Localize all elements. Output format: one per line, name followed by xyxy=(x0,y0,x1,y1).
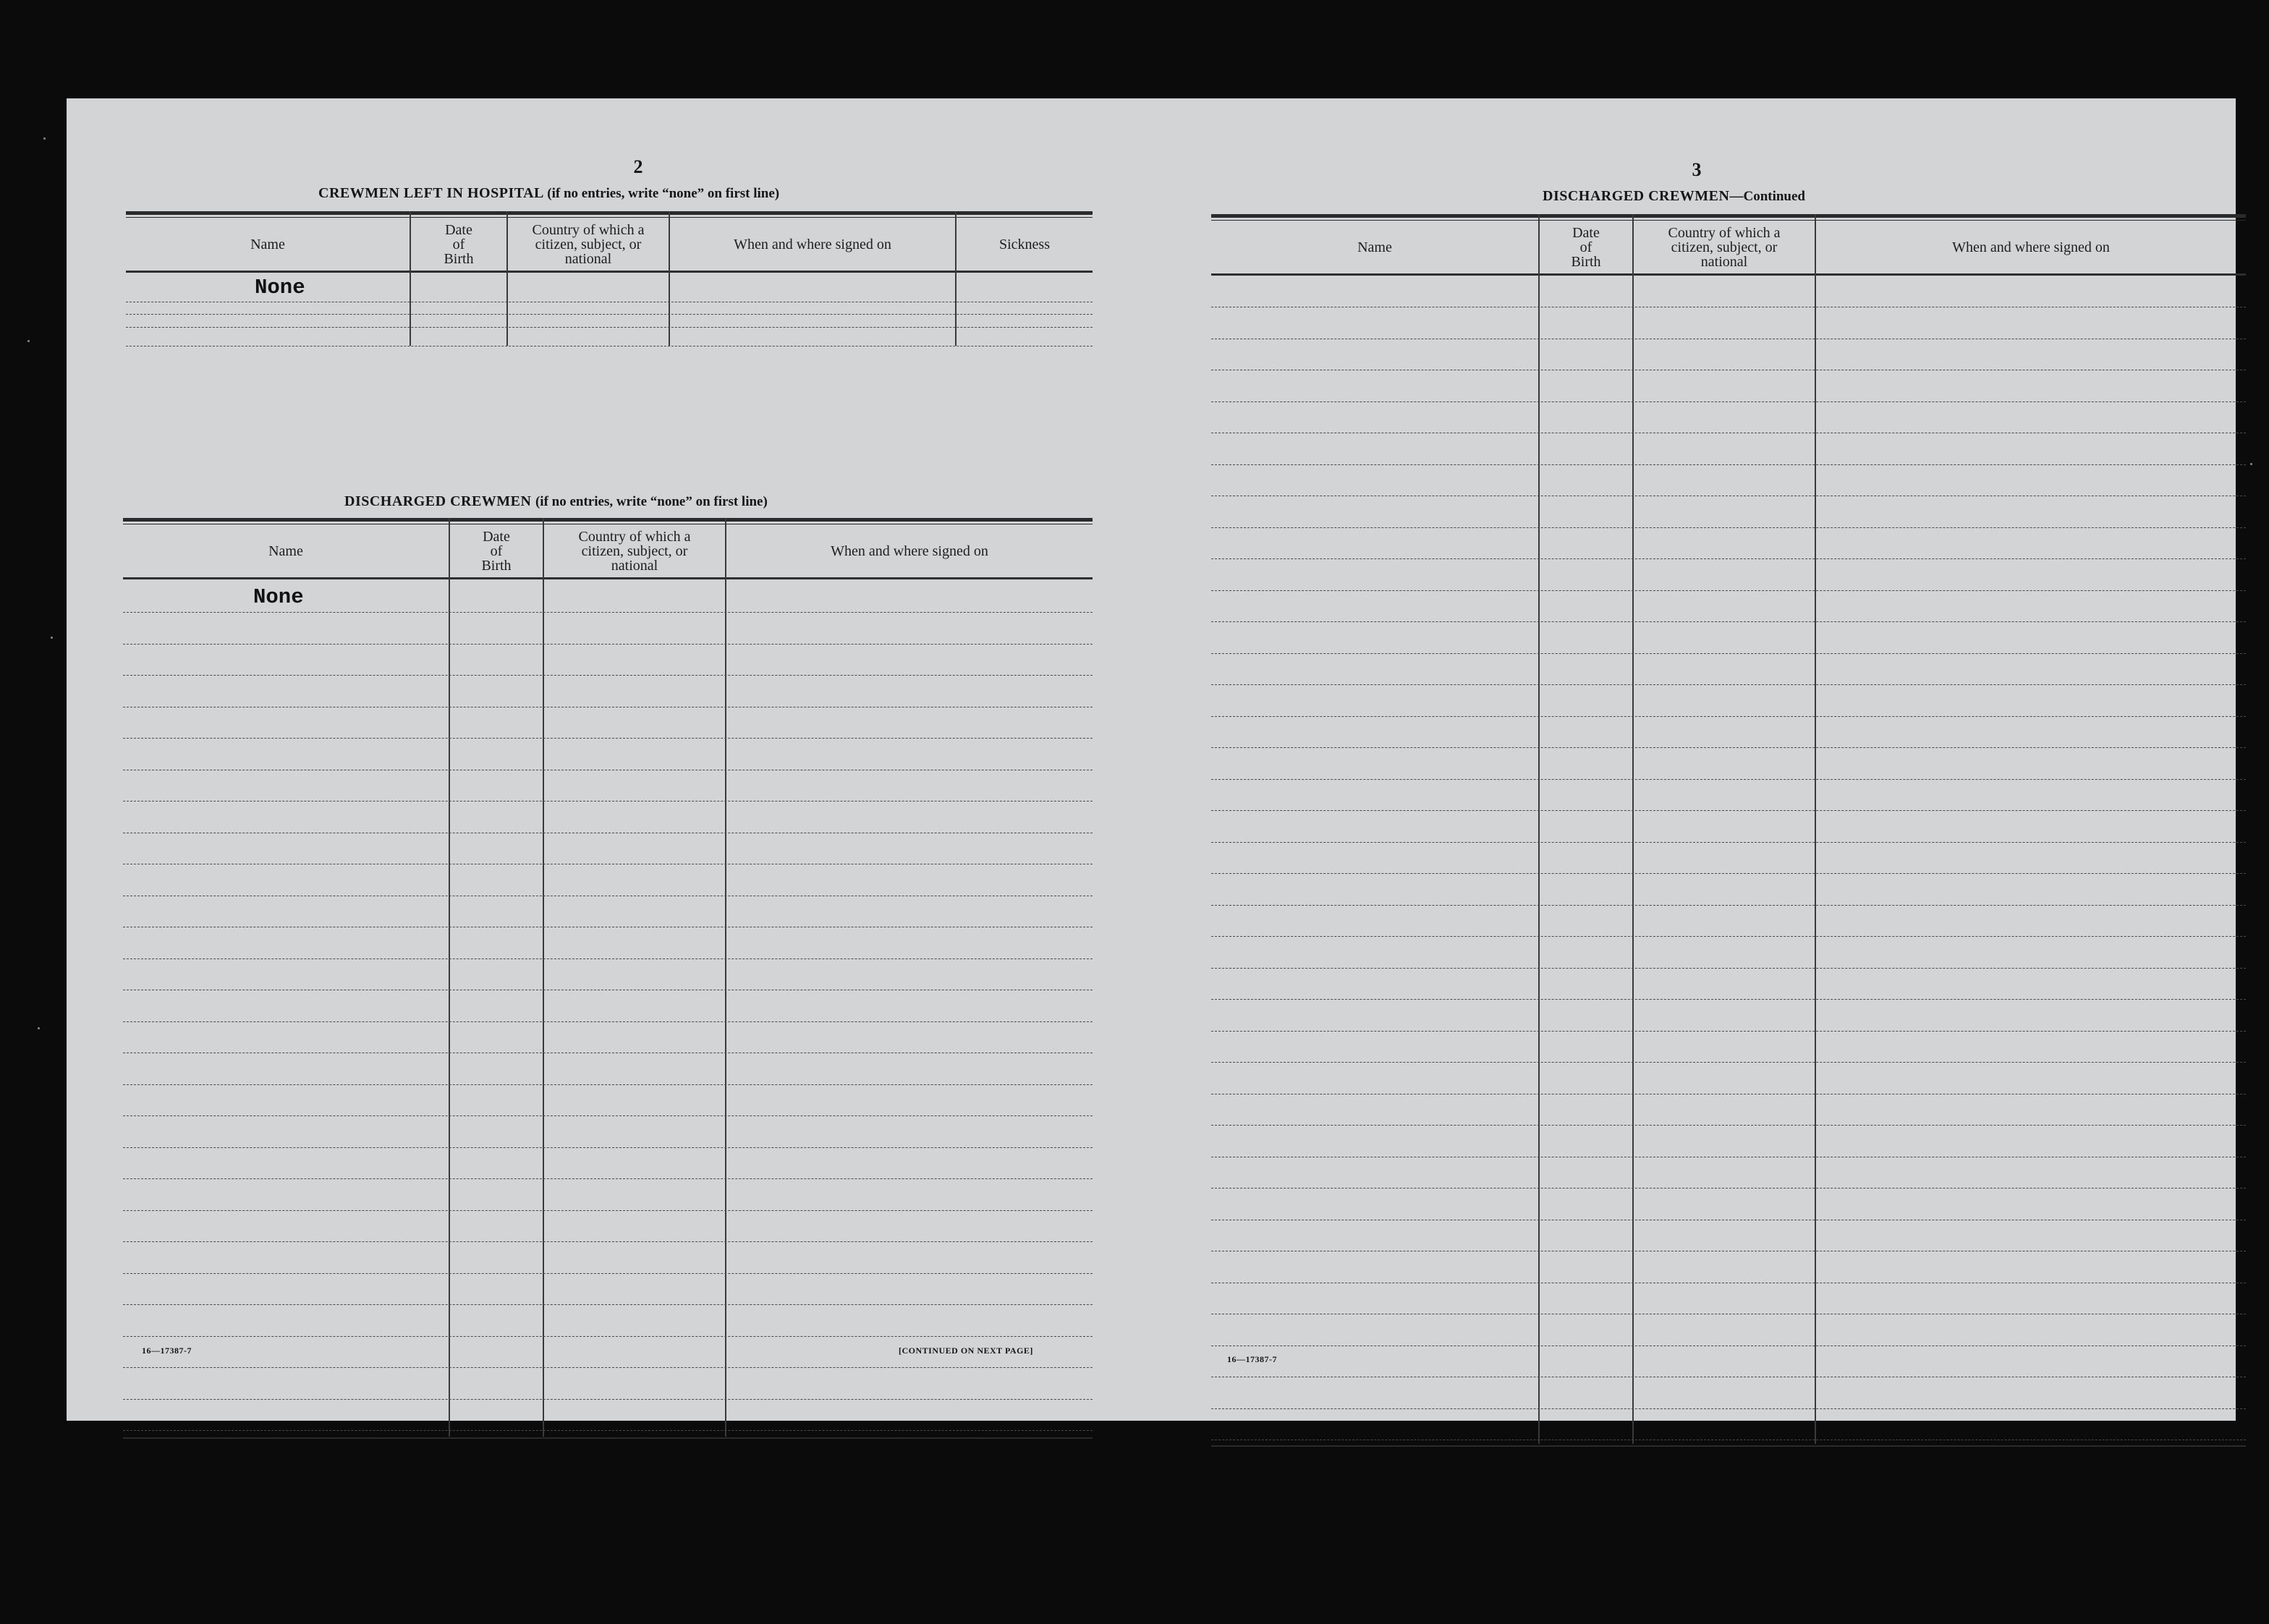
ruled-row-line xyxy=(1211,464,2246,465)
ruled-row-line xyxy=(1211,1062,2246,1063)
ruled-row-line xyxy=(1211,747,2246,748)
hospital-table xyxy=(126,211,1093,346)
hospital-section-title xyxy=(318,185,779,202)
discharged-section-title xyxy=(344,493,768,510)
page-number-left: 2 xyxy=(633,156,643,177)
scan-speck xyxy=(27,340,30,342)
hospital-col-divider xyxy=(955,211,957,346)
ruled-row-line xyxy=(123,1430,1093,1431)
ruled-row-line xyxy=(1211,873,2246,874)
ruled-row-line xyxy=(1211,810,2246,811)
ruled-row-line xyxy=(1211,842,2246,843)
ruled-row-line xyxy=(1211,590,2246,591)
hospital-col-country: Country of which a citizen, subject, or national xyxy=(532,222,645,267)
ruled-row-line xyxy=(123,1367,1093,1368)
hospital-col-date-of-birth: Date of Birth xyxy=(444,222,474,267)
ruled-row-line xyxy=(123,1147,1093,1148)
ruled-row-line xyxy=(1211,401,2246,402)
continued-table-top-rule-thin xyxy=(1211,220,2246,221)
document-sheet xyxy=(67,98,2236,1421)
discharged-col-name: Name xyxy=(268,543,303,559)
ruled-row-line xyxy=(1211,684,2246,685)
hospital-col-divider xyxy=(669,211,670,346)
continued-table-header xyxy=(1211,221,2246,273)
ruled-row-line xyxy=(1211,1408,2246,1409)
page-number-right: 3 xyxy=(1692,159,1702,180)
discharged-col-date-of-birth: Date of Birth xyxy=(481,529,512,574)
table-bottom-rule xyxy=(1211,1445,2246,1447)
discharged-continued-title-text: DISCHARGED CREWMEN xyxy=(1543,188,1730,204)
discharged-header-bottom-rule xyxy=(123,577,1093,579)
ruled-row-line xyxy=(123,1178,1093,1179)
ruled-row-line xyxy=(1211,936,2246,937)
ruled-row-line xyxy=(123,1115,1093,1116)
continued-header-bottom-rule xyxy=(1211,273,2246,276)
continued-note: [CONTINUED ON NEXT PAGE] xyxy=(899,1345,1033,1356)
ruled-row-line xyxy=(123,1399,1093,1400)
ruled-row-line xyxy=(123,1304,1093,1305)
scan-speck xyxy=(38,1027,40,1029)
ruled-row-line xyxy=(123,801,1093,802)
hospital-col-divider xyxy=(506,211,508,346)
ruled-row-line xyxy=(123,612,1093,613)
scan-speck xyxy=(43,137,46,140)
ruled-row-line xyxy=(1211,779,2246,780)
hospital-title-text: CREWMEN LEFT IN HOSPITAL xyxy=(318,185,543,201)
continued-col-divider xyxy=(1538,214,1540,1444)
ruled-row-line xyxy=(1211,1188,2246,1189)
discharged-continued-table xyxy=(1211,214,2246,1444)
ruled-row-line xyxy=(1211,905,2246,906)
discharged-col-divider xyxy=(543,518,544,1437)
discharged-table-top-rule xyxy=(123,518,1093,522)
ruled-row-line xyxy=(123,1241,1093,1242)
ruled-row-line xyxy=(1211,527,2246,528)
discharged-col-signed-on: When and where signed on xyxy=(831,543,988,559)
continued-table-top-rule xyxy=(1211,214,2246,218)
discharged-continued-suffix: —Continued xyxy=(1729,189,1805,204)
form-number-right: 16—17387-7 xyxy=(1227,1354,1277,1364)
ruled-row-line xyxy=(123,675,1093,676)
hospital-header-bottom-rule xyxy=(126,271,1093,273)
ruled-row-line xyxy=(123,958,1093,959)
ruled-row-line xyxy=(123,738,1093,739)
ruled-row-line xyxy=(123,1336,1093,1337)
ruled-row-line xyxy=(1211,1031,2246,1032)
hospital-row-line xyxy=(126,327,1093,328)
table-bottom-rule xyxy=(123,1437,1093,1439)
continued-col-divider xyxy=(1632,214,1634,1444)
hospital-col-divider xyxy=(410,211,411,346)
hospital-title-note: (if no entries, write “none” on first line) xyxy=(547,186,780,201)
continued-col-country: Country of which a citizen, subject, or national xyxy=(1668,225,1781,270)
hospital-table-top-rule xyxy=(126,211,1093,215)
hospital-row-line xyxy=(126,346,1093,347)
ruled-row-line xyxy=(123,1273,1093,1274)
discharged-title-text: DISCHARGED CREWMEN xyxy=(344,493,532,509)
scan-speck xyxy=(2250,463,2252,465)
scan-speck xyxy=(51,637,53,639)
discharged-first-entry-name: None xyxy=(253,585,304,609)
hospital-col-sickness: Sickness xyxy=(999,237,1050,252)
continued-col-signed-on: When and where signed on xyxy=(1952,239,2110,255)
hospital-table-header xyxy=(126,218,1093,271)
hospital-col-name: Name xyxy=(250,237,285,252)
ruled-row-line xyxy=(1211,621,2246,622)
hospital-table-top-rule-thin xyxy=(126,217,1093,218)
ruled-row-line xyxy=(1211,999,2246,1000)
ruled-row-line xyxy=(1211,1345,2246,1346)
discharged-col-divider xyxy=(725,518,726,1437)
discharged-col-divider xyxy=(449,518,450,1437)
discharged-table xyxy=(123,518,1093,1437)
hospital-first-entry-name: None xyxy=(255,276,305,299)
discharged-table-header xyxy=(123,525,1093,577)
hospital-col-signed-on: When and where signed on xyxy=(734,237,891,252)
form-number-left: 16—17387-7 xyxy=(142,1345,192,1356)
continued-col-name: Name xyxy=(1357,239,1392,255)
ruled-row-line xyxy=(123,644,1093,645)
ruled-row-line xyxy=(123,1084,1093,1085)
ruled-row-line xyxy=(1211,716,2246,717)
continued-col-divider xyxy=(1815,214,1816,1444)
ruled-row-line xyxy=(1211,653,2246,654)
discharged-continued-title xyxy=(1543,188,1805,205)
ruled-row-line xyxy=(123,1021,1093,1022)
ruled-row-line xyxy=(1211,558,2246,559)
ruled-row-line xyxy=(1211,968,2246,969)
discharged-col-country: Country of which a citizen, subject, or national xyxy=(578,529,691,574)
continued-col-date-of-birth: Date of Birth xyxy=(1571,225,1601,270)
discharged-title-note: (if no entries, write “none” on first line) xyxy=(535,494,768,509)
ruled-row-line xyxy=(123,1210,1093,1211)
hospital-row-line xyxy=(126,314,1093,315)
ruled-row-line xyxy=(1211,1125,2246,1126)
